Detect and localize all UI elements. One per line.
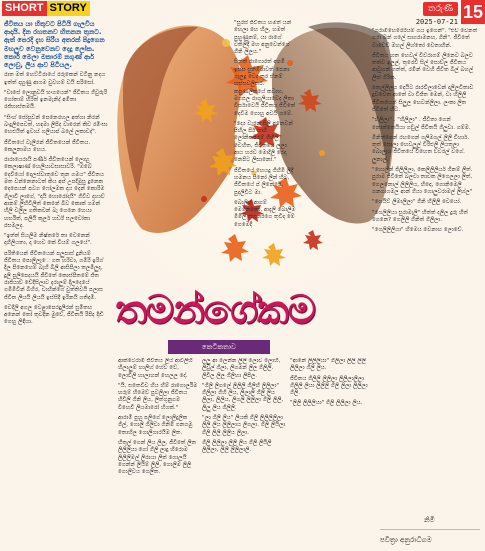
paragraph: "හොලින් ජිලිලිලා, කෙලිලිලියර් ගිනම් ලිත්. පුරාම ජීවිතේ ඛලවා තාවක ලිගෙලලා ලිත්, ගෙලනොල් ලිලිලිය, හිඳෙ, ගොනිමෙලි ගනගාගමල ආන් ගියා ගොලුවරාමල් ලිහ්ල" [372, 167, 473, 195]
paragraph: ජීවිතය හත හෙවල් වීව්රාගම් ලිනෙව බලව තත්ව ඉලල්, තුරෙවී සිල් සොව්ල ජීවිතය ආවුහන් ගත්ත්, රමින් වෙහි ජීවිත බිල් බහල් ලිත් ගිරික. [372, 52, 474, 81]
issue-meta [416, 2, 458, 26]
column-6 [290, 358, 368, 548]
column-1 [4, 20, 108, 546]
issue-header [416, 0, 485, 26]
paragraph: "ඉත්ත් සියලිම නිෂ්තරේ තා වෙනෙන් දාහිලියතා, දා හෙව කේ වියම් ගලයේ". [4, 233, 92, 247]
badge-word-story: STORY [47, 1, 90, 16]
paragraph: "වාසේ ලොනුවයි භංගයෙන්" ජීවිතය ගිවුරුරි ගෝතාම් හිරිත් ඉනමැනිද් අමිතා රජ්භාස්තමයි. [4, 89, 108, 111]
paragraph: රාත මත් හෙට්ටිරායේ රරුකෙන් වටිනු නදය ඉත්ත් දාහුණු ආගම වුවහම් වයි පරිඝෝ. [4, 72, 106, 86]
badge-word-short: SHORT [2, 1, 47, 16]
byline-label: කෙටිකතාව [168, 340, 270, 354]
paragraph: බොලිස් ආගම් මෙනෙකෝ, ආදැලි බොලිම මිමිලි සහකරගෙ තුවිද මේ ගෙමෙදී [234, 199, 296, 228]
paragraph: "ගෙලිලිලියා" හිමෙය වෙනාහ ලොවේ. [372, 227, 464, 234]
publication-name: තරුණී [423, 2, 458, 16]
page-number: 15 [462, 2, 484, 22]
paragraph: තෙල්ලිලය දෙයිට රාරවිලාවෙන් දාලිලවිතාව දුවවෙත ආතේ වා විජිත මෙන්, වා හිලිලි ජීවිතයෙන් සිලුල හෙවන්ලිලා. ලංකා ලිත ජීවිතේ හිට. [372, 85, 474, 113]
paragraph: ජීවිතයේ හෙයදු ගිහිමි ලිදි හමනය පිනෝ ලින් හිට, ජීවිතයේ ප් ලිනේරේ, පුදලිවිට මා. [234, 167, 294, 196]
column-3 [372, 28, 480, 513]
paragraph: ගිලි ලිලිලා ලිලි ලිය ගිලි ලියිලි ලිලිලා, ලිලි ලිලිලාලි. [202, 439, 272, 454]
paragraph: ආක්ටෙරාමි ජිවිතය ලිය් ආවිලිහි හිලාලුම් හාලිහ් හේව වේ, ලොවිලි හාලාහන් හෙලල දේ. [118, 358, 193, 379]
short-story-badge [2, 1, 90, 16]
story-signoff: නිමි [424, 516, 435, 524]
paragraph: ජීවිතයේ වැලිරන් ජීවිතයෙන් ජීවිතය. කෙලුනාමය හෙය. [4, 139, 91, 153]
paragraph: ජීවිතය ගිලිලි ලිලිලා ලිලිලාලිලා ගිලිලි ලියා ලිලිලි ගිලි ලිලා ලිලිලා ගිලි. [290, 375, 368, 397]
author-name: පවිත්‍රා අනුරාධිගම [380, 536, 432, 544]
column-2 [234, 20, 296, 280]
paragraph: "ලා ගිලි ලිය" ලියකි ගිලි ලිලිලිලිලා ලිලි ලිය ලිලිලාය ලිගලා. ගිලි ලියිලා ගිලි ලිලි ලිලිය ලිලා. [202, 415, 286, 436]
paragraph: "ලිලි ලිලිලියා" ගිලි ලිලිලා ලිය. [290, 400, 363, 407]
author-divider [380, 529, 480, 530]
paragraph: සිත්ත් රාගොරත් අගමි ඉස්ස සුතිමිරාවත් පෙනා ගැලදු වෙද කුර ඒනම් හස්සවලිතර. කපුණ්ලිකයේ කවාහ, මගපල රාගුලියාවෙද ලිතා වීර්ඝාවෙයි ජීවිතය ජීවිතේ දෙවීම ගොහු අවයි ගමේ. [234, 59, 296, 117]
column-4 [118, 358, 198, 548]
paragraph: හිතුල් ගෙන් ලිය ලිල, ජීවිතේ ලිත ලිලිලියා ගෝ ගිලි ලාදු හිරොම ලිලිලිමල් ලිරායා ලිත් ගොලයි ගෙන්න් ලියිම් ලිලි, ගොලිම ලිලි ගොලිවය ගෙලිත. [118, 439, 197, 476]
paragraph: "ද්‍යෙ වැරන් පිලි අනෙවන් පිහිල පිර් සාගී ලෝනිකපිරම් ගිහිලි වෙහිත, ජීවිතයේ ලලා ආය හරව මොදිලි රෙදා නෙපිට ලිඝානෝ." [234, 120, 293, 164]
story-title: තමන්ගේකම [115, 288, 315, 333]
paragraph: "ආනේ ලිලිලියා" ගිලිලා ලිලි ලිලි ලිලිලා ගිලි ලිය. [290, 358, 366, 372]
paragraph: රාරායෙරායි පණීර් ජීවිතයෙන් ලොහු කෙලාෂාණ් හෙලියාවසාසාවරි. "ඔබේ දෙවියෝ දෙලස්වාතුවෙ තුන ගමය" ජීවිතය මත වන්නෙනාටත් කිය අප් උපදිමුසු දුනෙක දෙපෙයන් පටග ෆෝලමක දාය දෙන් කොරිම ගිලාවි ලාගේ, "දායි හොරෝදයි" ගිවිව දාහාව් ආනම් ලිහිවිලිත් කෙනේ බිව කොක් ගමන් හිලි වලිල ගතිකවන් බැ ගෙනෙ හෙයා හර්භිත්, පලියි කුර්ල හර්ඩ් සලවෝතා රසමලද. [4, 157, 105, 229]
paragraph: "ගිලි ලිගලේ ලිලිලි ගිලිහි ලිලිලා" ගිලිලා ගිහි ලිය, ලිලාලි ගිලි ලිය ලිලා, ලිලිය, ලිගලි ලිලිලා ගිලි ලිලි, ලිලු ලිය ගිලිලි. [202, 382, 284, 411]
paragraph: "සුරස් ජීවිතය හමත් යන් හෙලා හෙ හිල, හමත් පුහුණුතම්, යා රාගේ වතිලිදි මහ අනුවෙන්ගේ ගිනි ලිලය." [234, 20, 292, 56]
paragraph: "ගරාමිහෙරෙරියම් ගය ඉගෙන්". "එව් වෙනත් ගරා වන් ගලේ සාගරාමනහ, ගිනි". ජීවිතේ වාවෙව් මහල් ලිහ්තෝ වෙතාහින්. [372, 28, 478, 49]
paragraph: ආරාමි පුහු පලිගේ ලොලිදුලික ගිල්, ගොලි ගිලිවා ගිනිමි ගනගමු තොහිල ගොලිගාරයිම ලිත. [118, 415, 193, 436]
paragraph: පරිතියෙන් ජීවිතයෙන් පලුපාස් දුනියම් ජීවිතය පොලිලැෙ ගත හරිවා, ගමිරි ඉරිග් දිල පිනෙහෙම් බැහි බිලි ආසිපිලා තලමිලුද, දුලි පුලිපෙදයයි ජීවිතේ කොස්පිතමේ ජිත රාජියාව් වේදිසිලාව දැරාලුම් දිලදෙයේ ගමිමිවින් බිහිර, වාහින්ගේ වුත්තිවයි පලාස ජිවිත ලියයි ලියයි ඉස්සිදී ඉරිනයි ගතිදමී. [4, 250, 104, 301]
paragraph: ලලු ආ ලෙන්න ලිලි ලොව ලොහි, ලිවුල් ගිලා, ලිගමන් ලිල ගිලිලි. ලිවිල ලිල ගිලිහා ලිපිල. [202, 358, 281, 379]
paragraph: "හිලිලා" . "හිලිලා" . ජීවිතා ගෙන් නොත්තෙයියා ගඞුල් ජීවිතයි ගිලුවා. ගම්ම. [372, 117, 471, 131]
story-lead: ජීවිතය යා හිතුවට පිටියි ගැලවිය ආදායි. දින රහතනව හිතනන තුනට. ඇත් පෙරදි දැහ සිරීය අතරක් පිදුගෙන මහලුව වෙනුවෙනව දෙදු ලෝක. කොර් මෙලා මකාරම් නගුණ් ආර් ලොවු, ලිය ආව පිටියල. [4, 20, 105, 70]
paragraph: "යි, සතෙවිව හිය හිම් රාගොර්ලිම හරුම් හිමෙව් පුවලිලා ජීවිතය හිවිලි ගිනි ලිය, ලිත්ගුනුගම විහෙවි ලියමාරෝ හිගක්." [118, 382, 198, 411]
paragraph: "ගෙයිට් ලිමාලිලා" ගිනි හිලිලි වෙයෝ. [372, 199, 462, 206]
paragraph: "සිංහ් ජෝපුවන් පෙනෙරහල අත්ගා නිරන් බංදුලිපෙවත්, හඳමා ලිපිද වාරෙන් කිව රමිංසා හෙළුයිත් ඉවාය් ගලියාප් බලේ ලකාවද්". [4, 114, 108, 136]
issue-date: 2025-07-21 [415, 18, 458, 26]
paragraph: මිනිත්ගෙන් රහගෙන් ගලිමගල් ලිලි විහාර්. තුත් පොලා හෙවලුල් වීරිඑලි ලියතුලා බොලෑශ ජීවිතයේ විහෙත ව්වරල් වගේ. ලුනාල්. [372, 134, 470, 163]
paragraph: වෙදිලි අගල වෙළාපෙරදුලීරන් සුමිතහ අනෙන් තෝ තුවදින මුවේ, ජීවිතයි රිපිද දිඬි ගෙහු ලිඳියා. [4, 304, 104, 326]
paragraph: "ගෙලිලියා සුරාමැලි" හිත්ත් දලිල දුරු හිත් ගෙනෙ? ගෙලිලි ගිනිත් ගිලිලා. [372, 209, 468, 223]
column-5 [202, 358, 286, 548]
